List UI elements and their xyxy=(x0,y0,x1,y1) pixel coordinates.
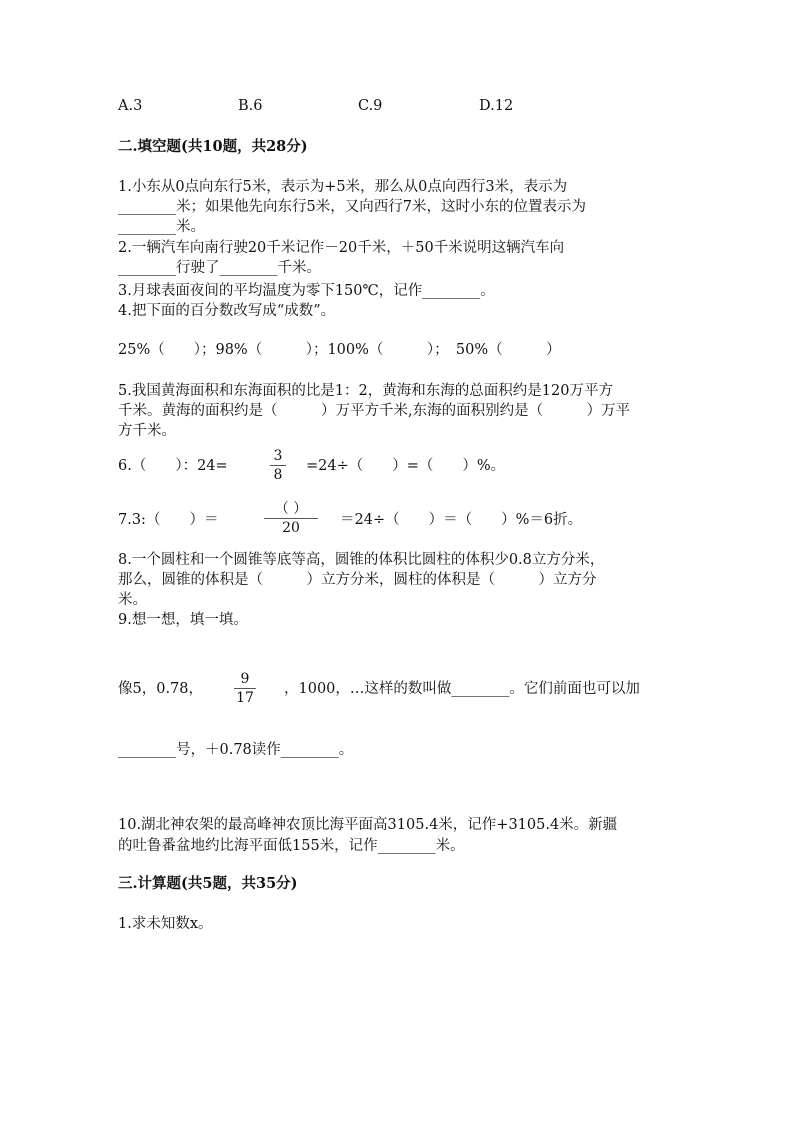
q8-line1: 8.一个圆柱和一个圆锥等底等高，圆锥的体积比圆柱的体积少0.8立方分米， xyxy=(118,552,605,568)
q9-fraction-bar xyxy=(234,688,256,689)
q6-prefix: 6.（ ）：24= xyxy=(118,458,228,474)
q7-prefix: 7.3:（ ）＝ xyxy=(118,512,219,528)
section-3-title: 三.计算题(共5题，共35分) xyxy=(118,875,298,892)
q4-line1: 4.把下面的百分数改写成“成数”。 xyxy=(118,303,336,319)
q7-suffix: ＝24÷（ ）＝（ ）%＝6折。 xyxy=(340,512,583,528)
q6-suffix: =24÷（ ）=（ ）%。 xyxy=(306,458,506,474)
section-2-title: 二.填空题(共10题，共28分) xyxy=(118,138,308,155)
q6-fraction-numerator: 3 xyxy=(273,448,283,464)
option-a: A.3 xyxy=(118,98,143,114)
q9-prefix: 像5，0.78， xyxy=(118,681,204,697)
q9-fraction xyxy=(234,671,256,706)
q1-line2: ________米；如果他先向东行5米，又向西行7米，这时小东的位置表示为 xyxy=(118,199,586,215)
q6-fraction xyxy=(270,448,286,483)
q5-line3: 方千米。 xyxy=(118,423,176,439)
q6-fraction-denominator: 8 xyxy=(273,467,283,483)
q9-fraction-numerator: 9 xyxy=(240,671,250,687)
q9-suffix: ，1000，…这样的数叫做________。它们前面也可以加 xyxy=(284,681,640,697)
option-d: D.12 xyxy=(479,98,514,114)
q5-line2: 千米。黄海的面积约是（ ）万平方千米,东海的面积别约是（ ）万平 xyxy=(118,403,631,419)
q2-line2: ________行驶了________千米。 xyxy=(118,260,321,276)
q8-line2: 那么，圆锥的体积是（ ）立方分米，圆柱的体积是（ ）立方分 xyxy=(118,572,597,588)
q7-fraction-bar xyxy=(264,518,318,519)
q4-line2: 25%（ ）；98%（ ）；100%（ ）； 50%（ ） xyxy=(118,342,561,358)
q9-fraction-denominator: 17 xyxy=(236,690,254,706)
q2-line1: 2.一辆汽车向南行驶20千米记作－20千米，＋50千米说明这辆汽车向 xyxy=(118,240,565,256)
q1-line3: ________米。 xyxy=(118,219,205,235)
q8-line3: 米。 xyxy=(118,592,147,608)
q7-fraction xyxy=(264,501,318,536)
q7-fraction-numerator: （ ） xyxy=(274,501,308,517)
q9-line1: 9.想一想，填一填。 xyxy=(118,612,248,628)
q6-fraction-bar xyxy=(270,465,286,466)
c1-line1: 1.求未知数x。 xyxy=(118,916,213,932)
q3-line1: 3.月球表面夜间的平均温度为零下150℃，记作________。 xyxy=(118,283,495,299)
q9-line3: ________号，＋0.78读作________。 xyxy=(118,742,354,758)
q5-line1: 5.我国黄海面积和东海面积的比是1：2，黄海和东海的总面积约是120万平方 xyxy=(118,383,613,399)
q10-line2: 的吐鲁番盆地约比海平面低155米，记作________米。 xyxy=(118,838,465,854)
option-c: C.9 xyxy=(358,98,383,114)
q10-line1: 10.湖北神农架的最高峰神农顶比海平面高3105.4米，记作+3105.4米。新疆 xyxy=(118,817,618,833)
q1-line1: 1.小东从0点向东行5米，表示为+5米，那么从0点向西行3米，表示为 xyxy=(118,179,568,195)
option-b: B.6 xyxy=(238,98,263,114)
q7-fraction-denominator: 20 xyxy=(282,520,300,536)
